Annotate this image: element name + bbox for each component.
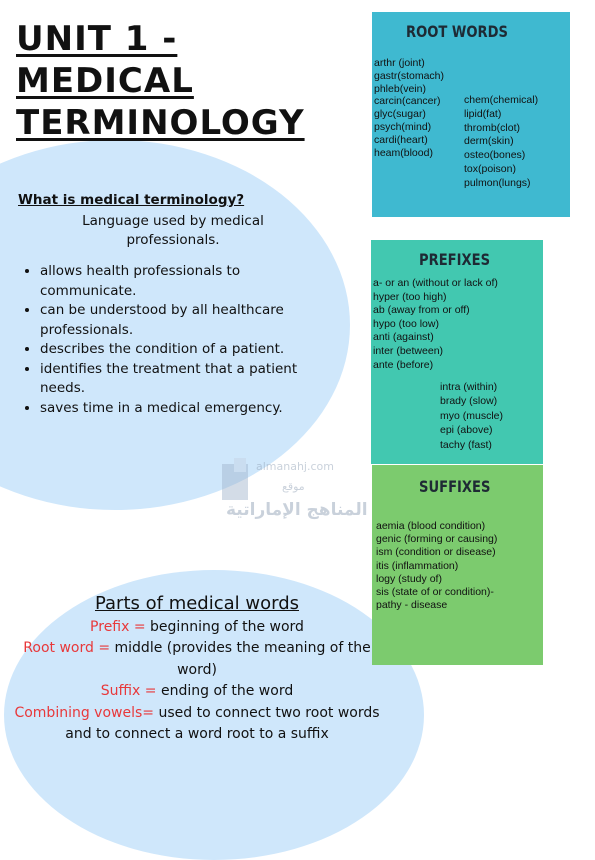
list-item: brady (slow) (440, 395, 498, 408)
list-item: hyper (too high) (373, 290, 447, 303)
list-item: ism (condition or disease) (376, 546, 496, 559)
root-text: middle (provides the meaning of the word) (110, 640, 371, 678)
list-item: intra (within) (440, 381, 498, 393)
list-item: a- or an (without or lack of) (373, 277, 498, 289)
list-item: lipid(fat) (464, 107, 502, 120)
suffixes-heading: SUFFIXES (419, 477, 491, 496)
list-item: cardi(heart) (374, 133, 428, 146)
root-words-right-list (464, 94, 538, 191)
list-item: anti (against) (373, 331, 434, 344)
list-item: aemia (blood condition) (376, 520, 486, 532)
suffix-text: ending of the word (156, 683, 294, 699)
prefix-label: Prefix = (90, 618, 146, 635)
prefixes-right-list (440, 380, 503, 452)
watermark-site: almanahj.com (256, 460, 334, 473)
list-item: heam(blood) (374, 146, 433, 159)
list-item: inter (between) (373, 344, 444, 357)
list-item: myo (muscle) (440, 409, 504, 422)
list-item: logy (study of) (376, 572, 442, 585)
list-item: • identifies the treatment that a patient needs. (40, 360, 308, 399)
combining-definition (14, 703, 380, 746)
suffixes-list (376, 520, 497, 612)
suffix-label: Suffix = (100, 683, 157, 699)
parts-of-words-section (14, 593, 380, 746)
suffix-definition (14, 681, 380, 703)
watermark-logo-icon-top (234, 458, 246, 472)
root-label: Root word = (23, 640, 111, 656)
root-words-left-list (374, 57, 444, 159)
list-item: • allows health professionals to communicate. (40, 262, 308, 301)
list-item: phleb(vein) (374, 82, 426, 95)
list-item: osteo(bones) (464, 149, 526, 162)
watermark (222, 458, 372, 538)
combining-text: used to connect two root words and to connect a word root to a suffix (65, 704, 380, 742)
list-item: derm(skin) (464, 135, 514, 148)
list-item: epi (above) (440, 424, 493, 437)
list-item: genic (forming or causing) (376, 533, 498, 546)
watermark-arabic-large: المناهج الإماراتية (226, 500, 368, 520)
watermark-arabic-small: موقع (282, 480, 305, 493)
prefixes-heading: PREFIXES (419, 250, 491, 269)
benefits-list (18, 262, 308, 418)
list-item: itis (inflammation) (376, 559, 459, 572)
what-is-definition: Language used by medical professionals. (82, 213, 264, 248)
list-item: pathy - disease (376, 599, 448, 612)
list-item: thromb(clot) (464, 121, 521, 134)
list-item: arthr (joint) (374, 57, 425, 69)
list-item: glyc(sugar) (374, 108, 426, 121)
title-line-2: TERMINOLOGY (16, 103, 305, 143)
title-line-1: UNIT 1 - MEDICAL (16, 19, 194, 101)
prefix-text: beginning of the word (145, 618, 304, 635)
prefixes-left-list (373, 277, 498, 372)
list-item: • can be understood by all healthcare professionals. (40, 301, 308, 340)
list-item: • saves time in a medical emergency. (40, 399, 308, 419)
list-item: ab (away from or off) (373, 304, 470, 317)
list-item: tox(poison) (464, 162, 516, 175)
list-item: • describes the condition of a patient. (40, 340, 308, 360)
root-definition (14, 638, 380, 681)
root-words-heading: ROOT WORDS (406, 22, 509, 41)
list-item: hypo (too low) (373, 317, 439, 330)
combining-label: Combining vowels= (14, 704, 155, 721)
what-is-question: What is medical terminology? (18, 192, 245, 208)
list-item: carcin(cancer) (374, 95, 441, 108)
parts-heading: Parts of medical words (94, 593, 299, 614)
list-item: chem(chemical) (464, 94, 539, 106)
list-item: sis (state of or condition)- (376, 586, 494, 599)
list-item: psych(mind) (374, 120, 432, 133)
what-is-section (18, 192, 308, 418)
list-item: pulmon(lungs) (464, 176, 531, 189)
prefix-definition (14, 617, 380, 639)
list-item: tachy (fast) (440, 438, 492, 451)
list-item: gastr(stomach) (374, 69, 445, 82)
page-title (16, 18, 356, 144)
list-item: ante (before) (373, 358, 434, 371)
